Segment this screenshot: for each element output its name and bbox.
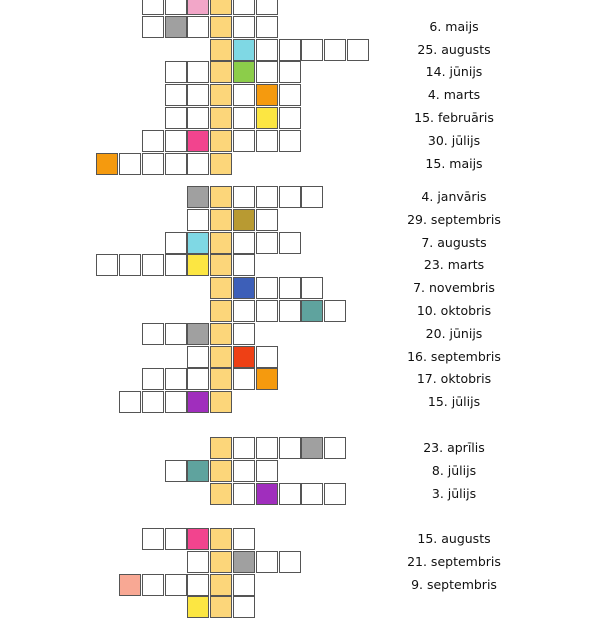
- grid-cell[interactable]: [187, 346, 209, 368]
- grid-cell[interactable]: [165, 107, 187, 129]
- grid-cell[interactable]: [165, 153, 187, 175]
- grid-cell[interactable]: [210, 300, 232, 322]
- grid-cell[interactable]: [233, 300, 255, 322]
- clue-date-label: 23. aprīlis: [423, 440, 485, 455]
- clue-date-label: 9. septembris: [411, 576, 497, 592]
- grid-cell[interactable]: [119, 574, 141, 596]
- grid-cell[interactable]: [210, 209, 232, 231]
- grid-cell[interactable]: [210, 254, 232, 276]
- grid-cell[interactable]: [165, 254, 187, 276]
- grid-cell[interactable]: [165, 61, 187, 83]
- grid-cell[interactable]: [187, 84, 209, 106]
- grid-cell[interactable]: [256, 437, 278, 459]
- grid-cell[interactable]: [233, 437, 255, 459]
- grid-cell[interactable]: [142, 323, 164, 345]
- grid-cell[interactable]: [165, 574, 187, 596]
- grid-cell[interactable]: [233, 0, 255, 15]
- grid-cell[interactable]: [256, 209, 278, 231]
- grid-cell[interactable]: [301, 437, 323, 459]
- grid-cell[interactable]: [233, 16, 255, 38]
- grid-cell[interactable]: [187, 209, 209, 231]
- grid-cell[interactable]: [279, 186, 301, 208]
- grid-cell[interactable]: [165, 391, 187, 413]
- grid-cell[interactable]: [142, 368, 164, 390]
- grid-cell[interactable]: [301, 300, 323, 322]
- grid-cell[interactable]: [256, 39, 278, 61]
- grid-cell[interactable]: [210, 391, 232, 413]
- grid-cell[interactable]: [324, 437, 346, 459]
- grid-cell[interactable]: [210, 368, 232, 390]
- clue-date-label: 15. augusts: [417, 531, 491, 546]
- grid-cell[interactable]: [347, 39, 369, 61]
- grid-cell[interactable]: [210, 323, 232, 345]
- clue-date-label: 16. septembris: [407, 348, 501, 364]
- clue-date-label: 30. jūlijs: [427, 132, 481, 148]
- grid-cell[interactable]: [279, 300, 301, 322]
- grid-cell[interactable]: [165, 0, 187, 15]
- grid-cell[interactable]: [142, 0, 164, 15]
- grid-cell[interactable]: [187, 107, 209, 129]
- grid-cell[interactable]: [96, 153, 118, 175]
- grid-cell[interactable]: [256, 277, 278, 299]
- grid-cell[interactable]: [165, 130, 187, 152]
- grid-cell[interactable]: [279, 483, 301, 505]
- grid-cell[interactable]: [187, 0, 209, 15]
- grid-cell[interactable]: [210, 153, 232, 175]
- grid-cell[interactable]: [233, 39, 255, 61]
- grid-cell[interactable]: [210, 186, 232, 208]
- clue-date-label: 15. maijs: [425, 155, 483, 171]
- grid-cell[interactable]: [187, 254, 209, 276]
- grid-cell[interactable]: [142, 528, 164, 550]
- grid-cell[interactable]: [324, 39, 346, 61]
- grid-cell[interactable]: [210, 130, 232, 152]
- grid-cell[interactable]: [233, 130, 255, 152]
- grid-cell[interactable]: [279, 551, 301, 573]
- grid-cell[interactable]: [279, 277, 301, 299]
- grid-cell[interactable]: [210, 460, 232, 482]
- grid-cell[interactable]: [187, 574, 209, 596]
- grid-cell[interactable]: [233, 574, 255, 596]
- grid-cell[interactable]: [210, 574, 232, 596]
- grid-cell[interactable]: [256, 460, 278, 482]
- grid-cell[interactable]: [233, 323, 255, 345]
- grid-cell[interactable]: [256, 84, 278, 106]
- grid-cell[interactable]: [256, 300, 278, 322]
- grid-cell[interactable]: [233, 61, 255, 83]
- grid-cell[interactable]: [233, 368, 255, 390]
- grid-cell[interactable]: [210, 277, 232, 299]
- grid-cell[interactable]: [165, 232, 187, 254]
- clue-date-label: 8. jūlijs: [431, 462, 477, 478]
- grid-cell[interactable]: [210, 107, 232, 129]
- grid-cell[interactable]: [96, 254, 118, 276]
- grid-cell[interactable]: [119, 153, 141, 175]
- clue-date-label: 4. janvāris: [421, 189, 487, 204]
- grid-cell[interactable]: [301, 483, 323, 505]
- clue-date-label: 21. septembris: [407, 553, 501, 569]
- grid-cell[interactable]: [187, 391, 209, 413]
- grid-cell[interactable]: [256, 61, 278, 83]
- grid-cell[interactable]: [256, 130, 278, 152]
- clue-date-label: [384, 597, 524, 617]
- grid-cell[interactable]: [142, 574, 164, 596]
- grid-cell[interactable]: [187, 551, 209, 573]
- grid-cell[interactable]: [256, 232, 278, 254]
- grid-cell[interactable]: [279, 437, 301, 459]
- grid-cell[interactable]: [256, 16, 278, 38]
- grid-cell[interactable]: [256, 0, 278, 15]
- clue-date-label: 4. marts: [427, 87, 481, 103]
- grid-cell[interactable]: [256, 368, 278, 390]
- grid-cell[interactable]: [210, 84, 232, 106]
- grid-cell[interactable]: [165, 460, 187, 482]
- grid-cell[interactable]: [210, 0, 232, 15]
- grid-cell[interactable]: [256, 483, 278, 505]
- grid-cell[interactable]: [256, 346, 278, 368]
- grid-cell[interactable]: [233, 84, 255, 106]
- grid-cell[interactable]: [233, 346, 255, 368]
- grid-cell[interactable]: [165, 16, 187, 38]
- grid-cell[interactable]: [187, 16, 209, 38]
- grid-cell[interactable]: [210, 346, 232, 368]
- grid-cell[interactable]: [256, 186, 278, 208]
- grid-cell[interactable]: [165, 84, 187, 106]
- clue-date-label: 7. augusts: [421, 234, 487, 250]
- grid-cell[interactable]: [233, 551, 255, 573]
- clue-date-label: 14. jūnijs: [425, 64, 483, 80]
- clue-date-label: 15. februāris: [414, 110, 494, 125]
- grid-cell[interactable]: [142, 254, 164, 276]
- grid-cell[interactable]: [142, 16, 164, 38]
- grid-cell[interactable]: [210, 528, 232, 550]
- grid-cell[interactable]: [142, 153, 164, 175]
- grid-cell[interactable]: [165, 528, 187, 550]
- grid-cell[interactable]: [233, 277, 255, 299]
- grid-cell[interactable]: [279, 130, 301, 152]
- grid-cell[interactable]: [187, 460, 209, 482]
- grid-cell[interactable]: [233, 209, 255, 231]
- grid-cell[interactable]: [256, 551, 278, 573]
- grid-cell[interactable]: [210, 437, 232, 459]
- clue-date-label: [384, 0, 524, 14]
- grid-cell[interactable]: [301, 39, 323, 61]
- grid-cell[interactable]: [187, 232, 209, 254]
- grid-cell[interactable]: [279, 61, 301, 83]
- grid-cell[interactable]: [301, 277, 323, 299]
- grid-cell[interactable]: [233, 107, 255, 129]
- grid-cell[interactable]: [210, 61, 232, 83]
- grid-cell[interactable]: [119, 254, 141, 276]
- clue-date-label: 7. novembris: [413, 280, 495, 296]
- clue-date-label: 10. oktobris: [416, 303, 492, 318]
- grid-cell[interactable]: [187, 323, 209, 345]
- grid-cell[interactable]: [165, 368, 187, 390]
- grid-cell[interactable]: [279, 232, 301, 254]
- grid-cell[interactable]: [119, 391, 141, 413]
- grid-cell[interactable]: [187, 61, 209, 83]
- grid-cell[interactable]: [233, 254, 255, 276]
- grid-cell[interactable]: [324, 483, 346, 505]
- grid-cell[interactable]: [233, 460, 255, 482]
- grid-cell[interactable]: [233, 186, 255, 208]
- clue-date-label: 15. jūlijs: [427, 394, 481, 410]
- grid-cell[interactable]: [256, 107, 278, 129]
- grid-cell[interactable]: [279, 107, 301, 129]
- grid-cell[interactable]: [210, 16, 232, 38]
- grid-cell[interactable]: [233, 483, 255, 505]
- clue-date-label: 17. oktobris: [416, 371, 492, 387]
- clue-date-label: 23. marts: [423, 257, 485, 273]
- grid-cell[interactable]: [233, 232, 255, 254]
- grid-cell[interactable]: [187, 368, 209, 390]
- grid-cell[interactable]: [165, 323, 187, 345]
- grid-cell[interactable]: [210, 39, 232, 61]
- grid-cell[interactable]: [210, 483, 232, 505]
- grid-cell[interactable]: [210, 232, 232, 254]
- clue-date-label: 6. maijs: [429, 18, 479, 34]
- grid-cell[interactable]: [233, 528, 255, 550]
- grid-cell[interactable]: [187, 153, 209, 175]
- clue-date-label: 25. augusts: [417, 41, 491, 57]
- grid-cell[interactable]: [210, 551, 232, 573]
- clue-date-label: 20. jūnijs: [425, 325, 483, 341]
- grid-cell[interactable]: [279, 39, 301, 61]
- grid-cell[interactable]: [324, 300, 346, 322]
- clue-date-label: 29. septembris: [407, 211, 501, 227]
- grid-cell[interactable]: [301, 186, 323, 208]
- grid-cell[interactable]: [142, 130, 164, 152]
- clue-date-label: 3. jūlijs: [431, 485, 477, 501]
- grid-cell[interactable]: [142, 391, 164, 413]
- grid-cell[interactable]: [187, 528, 209, 550]
- grid-cell[interactable]: [279, 84, 301, 106]
- grid-cell[interactable]: [187, 130, 209, 152]
- grid-cell[interactable]: [187, 186, 209, 208]
